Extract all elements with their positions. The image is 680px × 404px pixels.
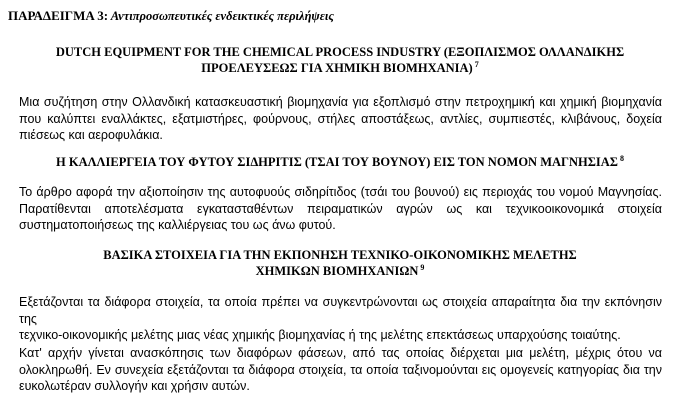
example-subtitle: Αντιπροσωπευτικές ενδεικτικές περιλήψεις (108, 9, 334, 23)
abstract-line: πιέσεως και αεροφυλάκια. (19, 128, 163, 142)
abstract-line: Το άρθρο αφορά την αξιοποίησιν της αυτοφυούς σιδηρίτιδος (τσάι του βουνού) εις περιοχάς του νομού Μαγνησίας. (19, 185, 662, 199)
section-title-dutch-equipment (12, 44, 668, 76)
section-abstract-techno-economic-2 (19, 345, 662, 395)
section-title-line: ΧΗΜΙΚΩΝ ΒΙΟΜΗΧΑΝΙΩΝ $^9$ (255, 263, 425, 278)
section-title-line: DUTCH EQUIPMENT FOR THE CHEMICAL PROCESS INDUSTRY (ΕΞΟΠΛΙΣΜΟΣ ΟΛΛΑΝΔΙΚΗΣ (55, 45, 625, 59)
section-title-sideritis (12, 154, 668, 170)
section-title-line: ΠΡΟΕΛΕΥΣΕΩΣ ΓΙΑ ΧΗΜΙΚΗ ΒΙΟΜΗΧΑΝΙΑ) $^7$ (201, 60, 479, 75)
abstract-line: που καλύπτει εναλλάκτες, εξατμιστήρες, φούρνους, στήλες αποστάξεως, αντλίες, συμπιεστές, κλιβάνους, δοχεία (19, 111, 662, 126)
example-label: ΠΑΡΑΔΕΙΓΜΑ 3: (8, 8, 109, 23)
abstract-line: Μια συζήτηση στην Ολλανδική κατασκευαστική βιομηχανία για εξοπλισμό στην πετροχημική και χημική βιομηχανία (19, 95, 662, 109)
footnote-marker: 7 (474, 60, 479, 69)
abstract-line: ευκολωτέραν συλλογήν και χρήσιν αυτών. (19, 379, 250, 393)
abstract-line: συστηματοποιήσεως της καλλιέργειας του ως άνω φυτού. (19, 218, 336, 232)
section-title-line: Η ΚΑΛΛΙΕΡΓΕΙΑ ΤΟΥ ΦΥΤΟΥ ΣΙΔΗΡΙΤΙΣ (ΤΣΑΙ ΤΟΥ ΒΟΥΝΟΥ) ΕΙΣ ΤΟΝ ΝΟΜΟΝ ΜΑΓΝΗΣΙΑΣ $^8$ (56, 154, 624, 169)
abstract-line: τεχνικο-οικονομικής μελέτης μιας νέας χημικής βιομηχανίας ή της μελέτης επεκτάσεως υπαρχούσης τοιαύτης. (19, 328, 621, 342)
example-heading (8, 8, 334, 24)
abstract-line: ολοκληρωθή. Εν συνεχεία εξετάζονται τα διάφορα στοιχεία, τα οποία ταξινομούνται εις ομογενείς κατηγορίας δια την (19, 362, 662, 377)
footnote-marker: 8 (619, 154, 624, 163)
section-abstract-dutch-equipment (19, 94, 662, 144)
section-title-line: ΒΑΣΙΚΑ ΣΤΟΙΧΕΙΑ ΓΙΑ ΤΗΝ ΕΚΠΟΝΗΣΗ ΤΕΧΝΙΚΟ-ΟΙΚΟΝΟΜΙΚΗΣ ΜΕΛΕΤΗΣ (103, 248, 577, 262)
section-abstract-techno-economic (19, 294, 662, 344)
abstract-line: Εξετάζονται τα διάφορα στοιχεία, τα οποία πρέπει να συγκεντρώνονται ως στοιχεία απαραίτητα δια την εκπόνησιν της (19, 295, 662, 326)
section-title-techno-economic (12, 247, 668, 279)
abstract-line: Παρατίθενται αποτελέσματα εγκατασταθέντων πειραματικών αγρών ως και τεχνικοοικονομικά στοιχεία (19, 201, 662, 216)
abstract-line: Κατ' αρχήν γίνεται ανασκόπησις των διαφόρων φάσεων, από τας οποίας διέρχεται μια μελέτη, μέχρις ότου να (19, 346, 662, 360)
section-abstract-sideritis (19, 184, 662, 234)
footnote-marker: 9 (420, 263, 425, 272)
